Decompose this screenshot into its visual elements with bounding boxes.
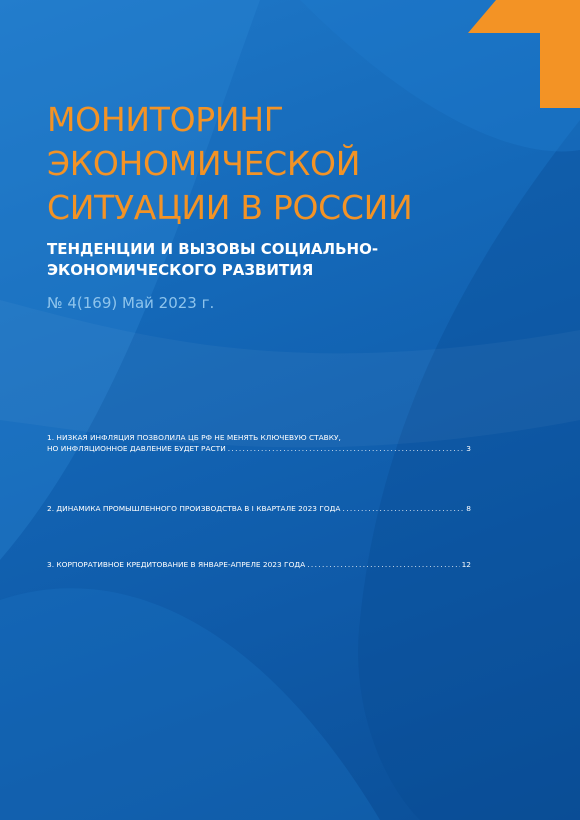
title-line: СИТУАЦИИ В РОССИИ	[47, 188, 413, 227]
issue-number: № 4(169) Май 2023 г.	[47, 294, 215, 312]
toc-item-title: 3. КОРПОРАТИВНОЕ КРЕДИТОВАНИЕ В ЯНВАРЕ-АПРЕЛЕ 2023 ГОДА	[47, 560, 306, 569]
toc-item-page: 8	[466, 504, 471, 513]
toc-item-page: 3	[466, 444, 471, 453]
cover-title	[47, 98, 412, 230]
toc-item-title: 2. ДИНАМИКА ПРОМЫШЛЕННОГО ПРОИЗВОДСТВА В I КВАРТАЛЕ 2023 ГОДА	[47, 504, 341, 513]
cover-subtitle	[47, 239, 378, 281]
toc-item[interactable]	[47, 503, 471, 514]
orange-corner-arrow	[468, 0, 580, 108]
toc-item-title: НО ИНФЛЯЦИОННОЕ ДАВЛЕНИЕ БУДЕТ РАСТИ	[47, 444, 226, 453]
subtitle-line: ЭКОНОМИЧЕСКОГО РАЗВИТИЯ	[47, 261, 314, 279]
title-line: ЭКОНОМИЧЕСКОЙ	[47, 144, 361, 183]
dot-leader	[307, 559, 459, 570]
toc-item[interactable]	[47, 559, 471, 570]
toc-item-title: 1. НИЗКАЯ ИНФЛЯЦИЯ ПОЗВОЛИЛА ЦБ РФ НЕ МЕНЯТЬ КЛЮЧЕВУЮ СТАВКУ,	[47, 433, 341, 442]
dot-leader	[343, 503, 465, 514]
subtitle-line: ТЕНДЕНЦИИ И ВЫЗОВЫ СОЦИАЛЬНО-	[47, 240, 379, 258]
title-line: МОНИТОРИНГ	[47, 100, 284, 139]
toc-item[interactable]	[47, 432, 471, 454]
dot-leader	[228, 443, 465, 454]
toc-item-page: 12	[461, 560, 471, 569]
